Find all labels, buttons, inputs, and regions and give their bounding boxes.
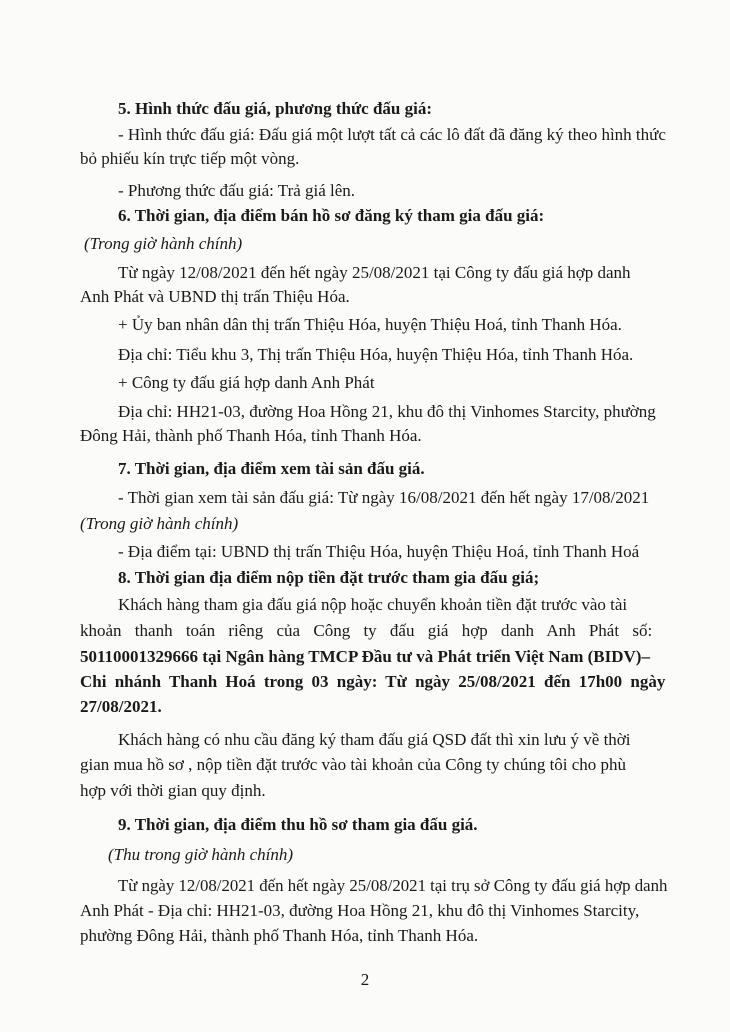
section-8-text: Khách hàng tham gia đấu giá nộp hoặc chuyển khoản tiền đặt trước vào tài [118, 595, 628, 614]
section-8-bank-account: 50110001329666 tại Ngân hàng TMCP Đầu tư và Phát triển Việt Nam (BIDV)– [80, 647, 650, 666]
section-8-text: gian mua hồ sơ , nộp tiền đặt trước vào tài khoản của Công ty chúng tôi cho phù [80, 755, 627, 774]
page-number: 2 [360, 970, 370, 989]
section-7-text: - Thời gian xem tài sản đấu giá: Từ ngày 16/08/2021 đến hết ngày 17/08/2021 [118, 488, 650, 507]
section-6-text: + Ủy ban nhân dân thị trấn Thiệu Hóa, huyện Thiệu Hoá, tỉnh Thanh Hóa. [118, 315, 622, 334]
section-9-note: (Thu trong giờ hành chính) [108, 845, 294, 864]
section-8-deadline-date: 27/08/2021. [80, 697, 162, 716]
section-7-text: - Địa điểm tại: UBND thị trấn Thiệu Hóa, huyện Thiệu Hoá, tỉnh Thanh Hoá [118, 542, 640, 561]
section-5-text: - Hình thức đấu giá: Đấu giá một lượt tất cả các lô đất đã đăng ký theo hình thức [118, 125, 666, 144]
section-8-text: hợp với thời gian quy định. [80, 781, 266, 800]
section-8-text: Khách hàng có nhu cầu đăng ký tham đấu giá QSD đất thì xin lưu ý về thời [118, 730, 631, 749]
section-6-text: Địa chỉ: HH21-03, đường Hoa Hồng 21, khu đô thị Vinhomes Starcity, phường [118, 402, 656, 421]
section-5-text: - Phương thức đấu giá: Trả giá lên. [118, 181, 356, 200]
section-5-text: bỏ phiếu kín trực tiếp một vòng. [80, 149, 300, 168]
section-6-text: Anh Phát và UBND thị trấn Thiệu Hóa. [80, 287, 350, 306]
section-6-text: Đông Hải, thành phố Thanh Hóa, tỉnh Thanh Hóa. [80, 426, 422, 445]
section-8-deadline: Chi nhánh Thanh Hoá trong 03 ngày: Từ ngày 25/08/2021 đến 17h00 ngày [80, 672, 666, 691]
section-7-heading: 7. Thời gian, địa điểm xem tài sản đấu giá. [118, 459, 425, 478]
section-9-text: Từ ngày 12/08/2021 đến hết ngày 25/08/2021 tại trụ sở Công ty đấu giá hợp danh [118, 876, 668, 895]
section-6-text: + Công ty đấu giá hợp danh Anh Phát [118, 373, 375, 392]
section-6-heading: 6. Thời gian, địa điểm bán hồ sơ đăng ký tham gia đấu giá: [118, 206, 545, 225]
section-7-note: (Trong giờ hành chính) [80, 514, 239, 533]
section-9-heading: 9. Thời gian, địa điểm thu hồ sơ tham gia đấu giá. [118, 815, 478, 834]
section-8-heading: 8. Thời gian địa điểm nộp tiền đặt trước tham gia đấu giá; [118, 568, 540, 587]
section-9-text: phường Đông Hải, thành phố Thanh Hóa, tỉnh Thanh Hóa. [80, 926, 479, 945]
section-5-heading: 5. Hình thức đấu giá, phương thức đấu giá: [118, 99, 432, 118]
section-6-note: (Trong giờ hành chính) [84, 234, 243, 253]
section-9-text: Anh Phát - Địa chỉ: HH21-03, đường Hoa Hồng 21, khu đô thị Vinhomes Starcity, [80, 901, 640, 920]
section-6-text: Địa chỉ: Tiểu khu 3, Thị trấn Thiệu Hóa, huyện Thiệu Hóa, tỉnh Thanh Hóa. [118, 345, 634, 364]
section-8-text: khoản thanh toán riêng của Công ty đấu giá hợp danh Anh Phát số: [80, 621, 653, 640]
section-6-text: Từ ngày 12/08/2021 đến hết ngày 25/08/2021 tại Công ty đấu giá hợp danh [118, 263, 631, 282]
